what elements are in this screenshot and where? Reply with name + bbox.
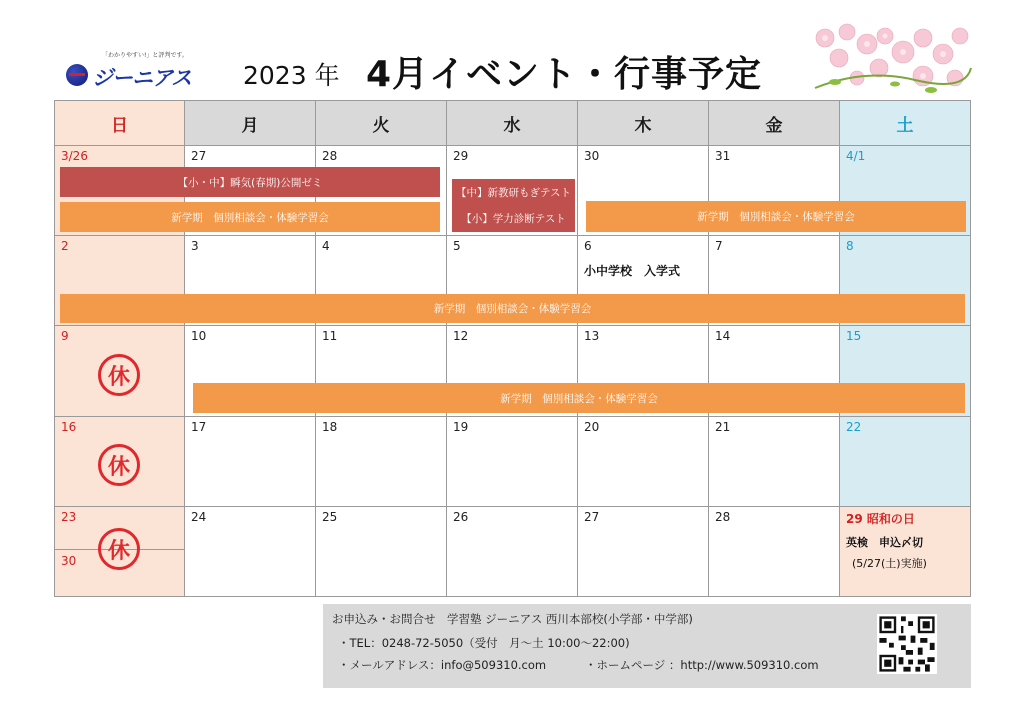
day-number: 12 [453, 329, 469, 343]
closed-day-icon: 休 [98, 354, 140, 396]
title-year: 2023 年 [243, 61, 340, 90]
day-number: 27 [191, 149, 207, 163]
calendar-day-cell [316, 417, 447, 507]
calendar-day-cell [709, 417, 840, 507]
day-number: 2 [61, 239, 69, 253]
phone-line: ・TEL：0248-72-5050（受付 月～土 10:00～22:00) [338, 636, 630, 650]
event-bar-consultation: 新学期 個別相談会・体験学習会 [193, 383, 965, 413]
day-number: 31 [715, 149, 731, 163]
calendar-day-cell [578, 507, 709, 597]
day-number: 29 [453, 149, 469, 163]
calendar-day-cell [578, 417, 709, 507]
email-line: ・メールアドレス：info@509310.com [338, 658, 547, 672]
calendar-day-cell [185, 507, 316, 597]
event-bar-seminar: 【小・中】瞬気(春期)公開ゼミ [60, 167, 440, 197]
day-number: 9 [61, 329, 69, 343]
event-note-entrance: 小中学校 入学式 [584, 264, 681, 278]
day-number: 5 [453, 239, 461, 253]
cherry-blossom-icon [805, 18, 973, 98]
calendar-day-cell [447, 507, 578, 597]
day-number: 27 [584, 510, 600, 524]
day-number: 17 [191, 420, 207, 434]
day-number: 28 [322, 149, 338, 163]
day-number: 8 [846, 239, 854, 253]
calendar-day-cell [447, 417, 578, 507]
calendar-day-cell [840, 417, 971, 507]
contact-line: お申込み・お問合せ 学習塾 ジーニアス 西川本部校(小学部・中学部) [332, 612, 693, 626]
calendar-day-cell [316, 507, 447, 597]
weekday-header: 金 [709, 101, 840, 146]
closed-day-icon: 休 [98, 528, 140, 570]
logo-ball-icon [66, 64, 88, 86]
event-calendar [54, 100, 971, 597]
event-bar-mock-test: 【中】新教研もぎテスト [452, 179, 575, 205]
day-number: 30 [584, 149, 600, 163]
calendar-day-cell [840, 507, 971, 597]
logo-tagline: 「わかりやすい!」と評判です。 [102, 52, 188, 59]
day-number: 19 [453, 420, 469, 434]
day-number: 13 [584, 329, 600, 343]
closed-day-icon: 休 [98, 444, 140, 486]
day-number: 4/1 [846, 149, 866, 163]
event-bar-consultation: 新学期 個別相談会・体験学習会 [60, 294, 965, 323]
qr-code-icon [877, 614, 937, 674]
day-number: 16 [61, 420, 77, 434]
calendar-day-cell [709, 507, 840, 597]
day-number: 3 [191, 239, 199, 253]
weekday-header: 土 [840, 101, 971, 146]
calendar-day-cell [185, 417, 316, 507]
weekday-header: 木 [578, 101, 709, 146]
page-title: 4月イベント・行事予定 [366, 54, 763, 95]
day-number: 15 [846, 329, 862, 343]
day-number: 20 [584, 420, 600, 434]
event-bar-consultation: 新学期 個別相談会・体験学習会 [586, 201, 966, 232]
event-note-eiken: 英検 申込〆切 [846, 536, 923, 549]
day-number: 30 [61, 554, 77, 568]
weekday-header: 月 [185, 101, 316, 146]
day-number: 4 [322, 239, 330, 253]
event-note-eiken-date: (5/27(土)実施) [852, 557, 927, 570]
weekday-header: 火 [316, 101, 447, 146]
day-number: 29 昭和の日 [846, 512, 915, 526]
school-logo [62, 52, 212, 94]
day-number: 24 [191, 510, 207, 524]
website-line: ・ホームページ ：http://www.509310.com [585, 658, 819, 672]
day-number: 22 [846, 420, 862, 434]
weekday-header: 水 [447, 101, 578, 146]
event-bar-consultation: 新学期 個別相談会・体験学習会 [60, 202, 440, 232]
contact-footer [323, 604, 971, 688]
event-bar-diagnostic-test: 【小】学力診断テスト [452, 205, 575, 232]
day-number: 18 [322, 420, 338, 434]
day-number: 21 [715, 420, 731, 434]
day-number: 25 [322, 510, 338, 524]
day-number: 28 [715, 510, 731, 524]
day-number: 7 [715, 239, 723, 253]
weekday-header: 日 [55, 101, 185, 146]
logo-brand: ジーニアス [92, 66, 192, 90]
day-number: 3/26 [61, 149, 88, 163]
day-number: 26 [453, 510, 469, 524]
day-number: 14 [715, 329, 731, 343]
day-number: 6 [584, 239, 592, 253]
day-number: 23 [61, 510, 77, 524]
day-number: 11 [322, 329, 338, 343]
day-number: 10 [191, 329, 207, 343]
